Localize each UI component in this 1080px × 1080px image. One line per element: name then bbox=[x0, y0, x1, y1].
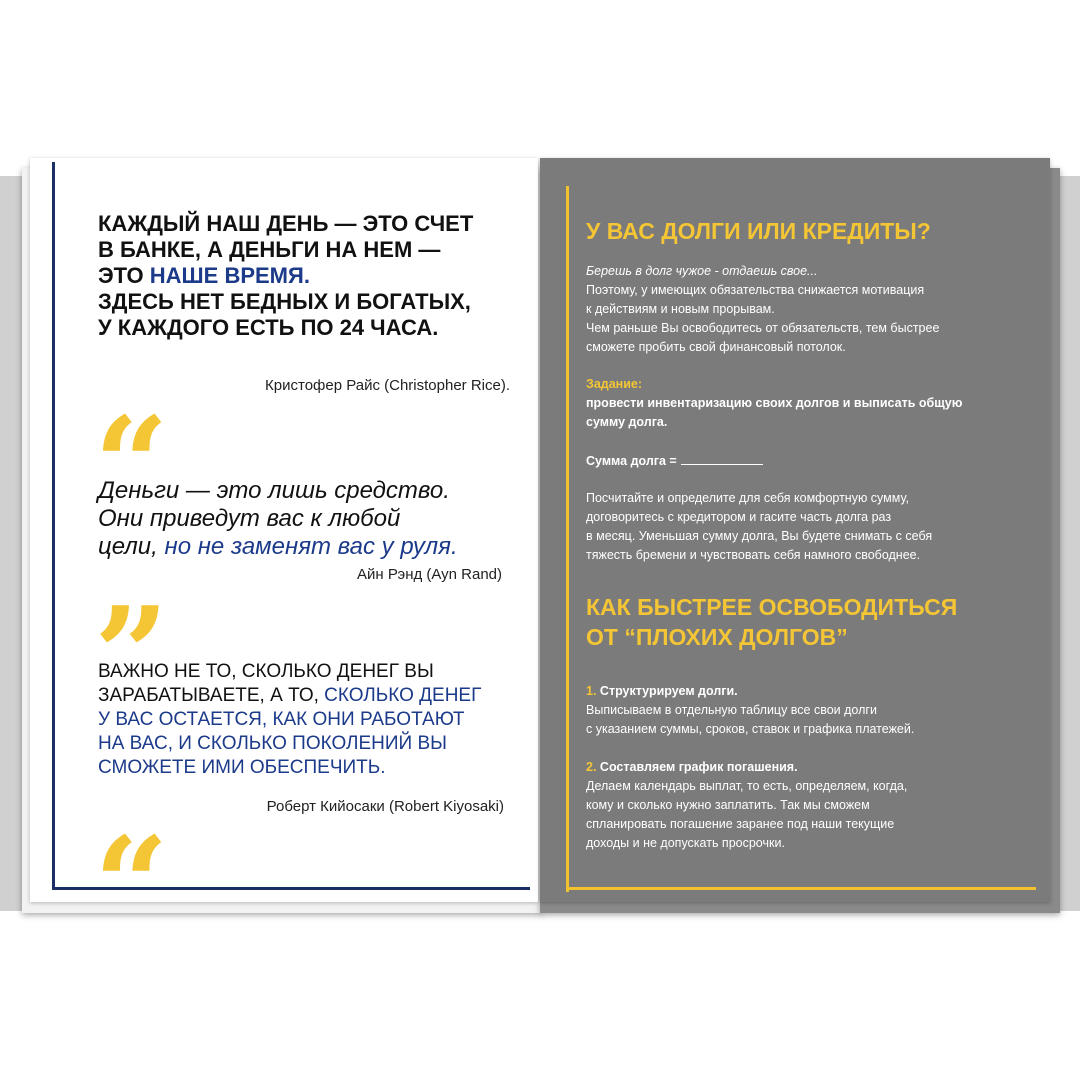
quote-line: Они приведут вас к любой bbox=[98, 505, 401, 532]
task-block: Задание: провести инвентаризацию своих долгов и выписать общую сумму долга. bbox=[586, 375, 1036, 432]
open-quote-icon bbox=[94, 400, 169, 470]
headline-highlight: НАШЕ ВРЕМЯ. bbox=[149, 263, 310, 288]
rand-quote bbox=[98, 477, 528, 561]
quote-line: цели, но не заменят вас у руля. bbox=[98, 533, 458, 560]
intro-text: Берешь в долг чужое - отдаешь свое... Поэтому, у имеющих обязательства снижается мотивация к действиям и новым прорывам. Чем раньше Вы освободитесь от обязательств, тем быстрее сможете пробить свой финансовый потолок. bbox=[586, 264, 940, 354]
close-quote-icon bbox=[94, 590, 169, 660]
author-rand: Айн Рэнд (Ayn Rand) bbox=[357, 566, 502, 583]
quote-line: ЗАРАБАТЫВАЕТЕ, А ТО, СКОЛЬКО ДЕНЕГ bbox=[98, 685, 482, 706]
step-1: 1. Структурируем долги. Выписываем в отдельную таблицу все свои долги с указанием суммы, сроков, ставок и графика платежей. bbox=[586, 682, 1036, 739]
advice-text: Посчитайте и определите для себя комфортную сумму, договоритесь с кредитором и гасите часть долга раз в месяц. Уменьшая сумму долга, Вы будете снимать с себя тяжесть бремени и чувствовать себя намного свободнее. bbox=[586, 491, 933, 562]
task-label: Задание: bbox=[586, 377, 643, 391]
section-title-debts: У ВАС ДОЛГИ ИЛИ КРЕДИТЫ? bbox=[586, 218, 931, 244]
step-title: 1. Структурируем долги. bbox=[586, 684, 738, 698]
debt-sum-blank[interactable] bbox=[681, 452, 763, 465]
author-kiyosaki: Роберт Кийосаки (Robert Kiyosaki) bbox=[266, 798, 504, 815]
step-2: 2. Составляем график погашения. Делаем календарь выплат, то есть, определяем, когда, кому и сколько нужно заплатить. Так мы сможем спланировать погашение заранее под наши текущие доходы и не допускать просрочки. bbox=[586, 758, 1036, 853]
section-title-bad-debts: КАК БЫСТРЕЕ ОСВОБОДИТЬСЯ ОТ “ПЛОХИХ ДОЛГОВ” bbox=[586, 594, 958, 650]
headline-line: КАЖДЫЙ НАШ ДЕНЬ — ЭТО СЧЕТ bbox=[98, 211, 474, 236]
step-title: 2. Составляем график погашения. bbox=[586, 760, 798, 774]
kiyosaki-quote bbox=[98, 660, 528, 780]
headline-line: У КАЖДОГО ЕСТЬ ПО 24 ЧАСА. bbox=[98, 315, 439, 340]
headline-line: В БАНКЕ, А ДЕНЬГИ НА НЕМ — bbox=[98, 237, 441, 262]
left-border-vertical bbox=[52, 162, 55, 890]
quote-highlight: но не заменят вас у руля. bbox=[164, 533, 458, 560]
author-rice: Кристофер Райс (Christopher Rice). bbox=[265, 377, 510, 394]
quote-line: НА ВАС, И СКОЛЬКО ПОКОЛЕНИЙ ВЫ bbox=[98, 733, 447, 754]
quote-line: ВАЖНО НЕ ТО, СКОЛЬКО ДЕНЕГ ВЫ bbox=[98, 661, 434, 682]
headline-line: ЗДЕСЬ НЕТ БЕДНЫХ И БОГАТЫХ, bbox=[98, 289, 471, 314]
quote-line: СМОЖЕТЕ ИМИ ОБЕСПЕЧИТЬ. bbox=[98, 757, 386, 778]
right-border-vertical bbox=[566, 186, 569, 892]
quote-line: У ВАС ОСТАЕТСЯ, КАК ОНИ РАБОТАЮТ bbox=[98, 709, 465, 730]
headline-quote bbox=[98, 211, 518, 341]
debt-sum-field: Сумма долга = bbox=[586, 452, 886, 471]
right-border-bottom bbox=[566, 887, 1036, 890]
open-quote-icon bbox=[94, 820, 169, 890]
quote-line: Деньги — это лишь средство. bbox=[98, 477, 450, 504]
headline-line: ЭТО НАШЕ ВРЕМЯ. bbox=[98, 263, 310, 288]
